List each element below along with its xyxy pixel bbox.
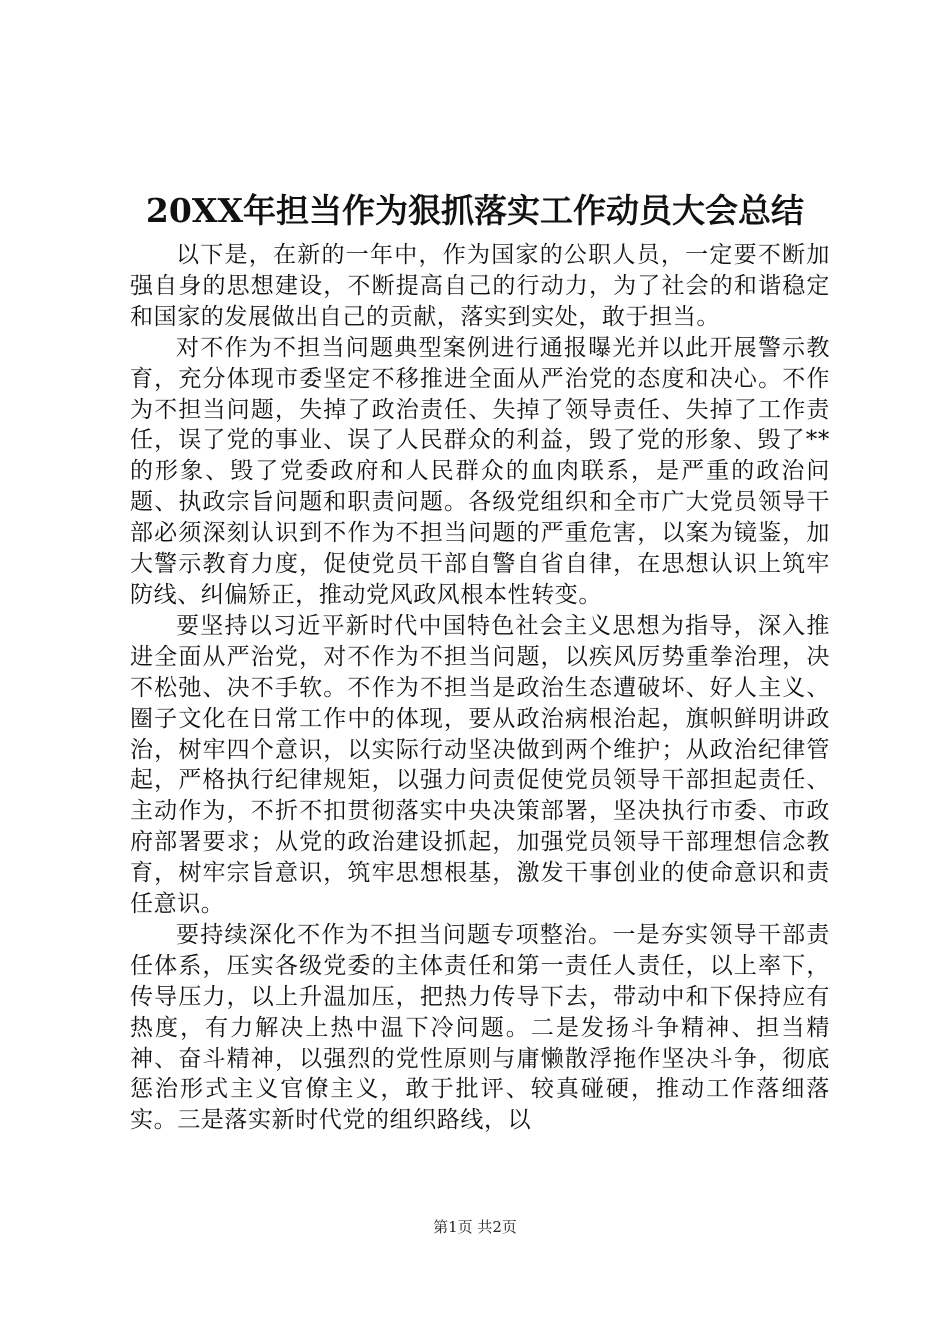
document-body <box>130 240 830 1136</box>
paragraph-4: 要持续深化不作为不担当问题专项整治。一是夯实领导干部责任体系，压实各级党委的主体责任和第一责任人责任，以上率下，传导压力，以上升温加压，把热力传导下去，带动中和下保持应有热度，有力解决上热中温下冷问题。二是发扬斗争精神、担当精神、奋斗精神，以强烈的党性原则与庸懒散浮拖作坚决斗争，彻底惩治形式主义官僚主义，敢于批评、较真碰硬，推动工作落细落实。三是落实新时代党的组织路线，以 <box>130 921 830 1134</box>
paragraph-3: 要坚持以习近平新时代中国特色社会主义思想为指导，深入推进全面从严治党，对不作为不担当问题，以疾风厉势重拳治理，决不松弛、决不手软。不作为不担当是政治生态遭破坏、好人主义、圈子文化在日常工作中的体现，要从政治病根治起，旗帜鲜明讲政治，树牢四个意识，以实际行动坚决做到两个维护；从政治纪律管起，严格执行纪律规矩，以强力问责促使党员领导干部担起责任、主动作为，不折不扣贯彻落实中央决策部署，坚决执行市委、市政府部署要求；从党的政治建设抓起，加强党员领导干部理想信念教育，树牢宗旨意识，筑牢思想根基，激发干事创业的使命意识和责任意识。 <box>130 612 830 918</box>
page-number-footer: 第1页 共2页 <box>433 1218 517 1236</box>
paragraph-2: 对不作为不担当问题典型案例进行通报曝光并以此开展警示教育，充分体现市委坚定不移推进全面从严治党的态度和决心。不作为不担当问题，失掉了政治责任、失掉了领导责任、失掉了工作责任，误了党的事业、误了人民群众的利益，毁了党的形象、毁了**的形象、毁了党委政府和人民群众的血肉联系，是严重的政治问题、执政宗旨问题和职责问题。各级党组织和全市广大党员领导干部必须深刻认识到不作为不担当问题的严重危害，以案为镜鉴，加大警示教育力度，促使党员干部自警自省自律，在思想认识上筑牢防线、纠偏矫正，推动党风政风根本性转变。 <box>130 334 830 608</box>
paragraph-1: 以下是，在新的一年中，作为国家的公职人员，一定要不断加强自身的思想建设，不断提高自己的行动力，为了社会的和谐稳定和国家的发展做出自己的贡献，落实到实处，敢于担当。 <box>130 242 830 330</box>
document-title: 20XX年担当作为狠抓落实工作动员大会总结 <box>145 191 805 230</box>
